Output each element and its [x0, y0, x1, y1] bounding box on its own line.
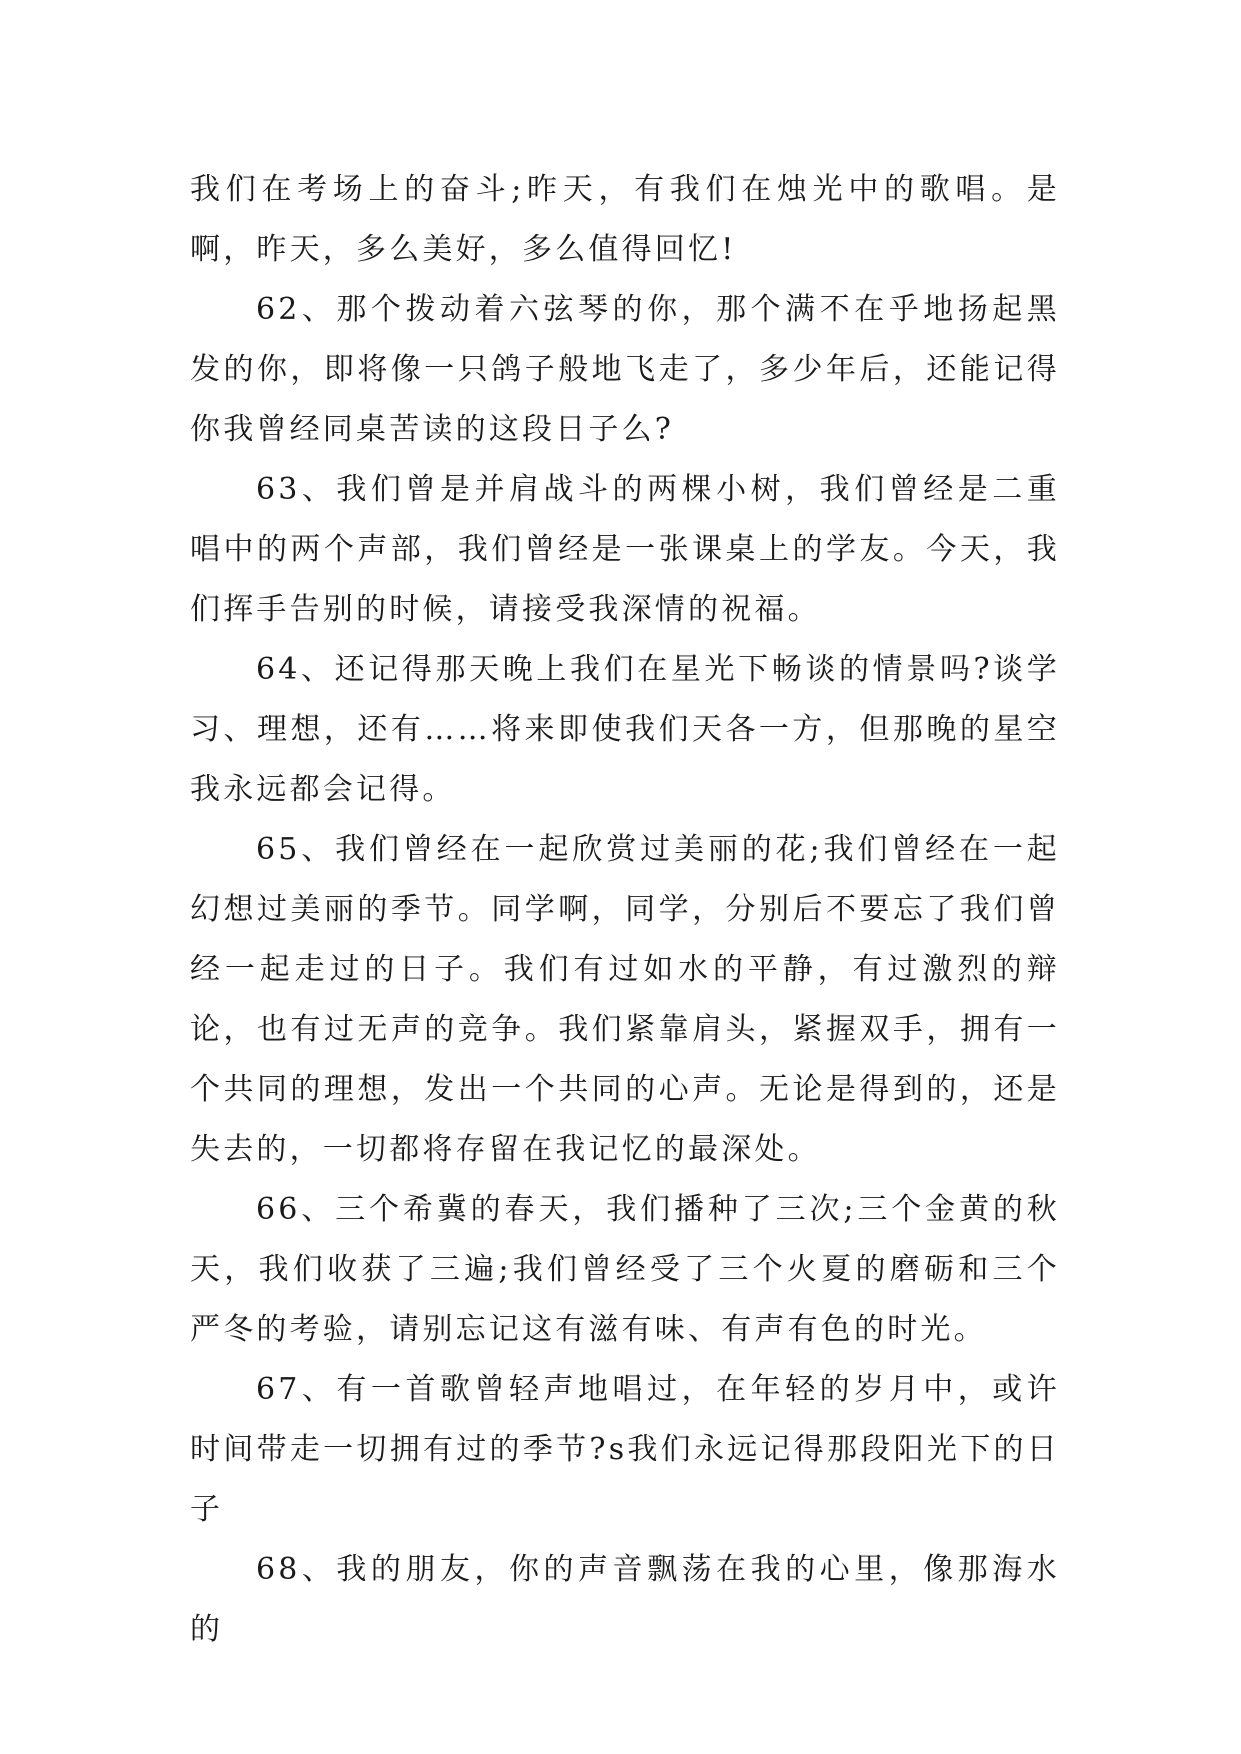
paragraph-67: 67、有一首歌曾轻声地唱过，在年轻的岁月中，或许时间带走一切拥有过的季节?s我们永远记得那段阳光下的日子: [190, 1372, 1060, 1527]
paragraph-64: 64、还记得那天晚上我们在星光下畅谈的情景吗?谈学习、理想，还有……将来即使我们天各一方，但那晚的星空我永远都会记得。: [190, 652, 1060, 807]
paragraph-62: 62、那个拨动着六弦琴的你，那个满不在乎地扬起黑发的你，即将像一只鸽子般地飞走了，多少年后，还能记得你我曾经同桌苦读的这段日子么?: [190, 292, 1060, 447]
paragraph-65: 65、我们曾经在一起欣赏过美丽的花;我们曾经在一起幻想过美丽的季节。同学啊，同学，分别后不要忘了我们曾经一起走过的日子。我们有过如水的平静，有过激烈的辩论，也有过无声的竞争。我们紧靠肩头，紧握双手，拥有一个共同的理想，发出一个共同的心声。无论是得到的，还是失去的，一切都将存留在我记忆的最深处。: [190, 832, 1060, 1167]
paragraph-63: 63、我们曾是并肩战斗的两棵小树，我们曾经是二重唱中的两个声部，我们曾经是一张课桌上的学友。今天，我们挥手告别的时候，请接受我深情的祝福。: [190, 472, 1060, 627]
document-body: [190, 160, 1060, 1660]
paragraph-68: 68、我的朋友，你的声音飘荡在我的心里，像那海水的: [190, 1552, 1060, 1647]
paragraph-continuation: 我们在考场上的奋斗;昨天，有我们在烛光中的歌唱。是啊，昨天，多么美好，多么值得回忆!: [190, 172, 1060, 267]
paragraph-66: 66、三个希冀的春天，我们播种了三次;三个金黄的秋天，我们收获了三遍;我们曾经受了三个火夏的磨砺和三个严冬的考验，请别忘记这有滋有味、有声有色的时光。: [190, 1192, 1060, 1347]
